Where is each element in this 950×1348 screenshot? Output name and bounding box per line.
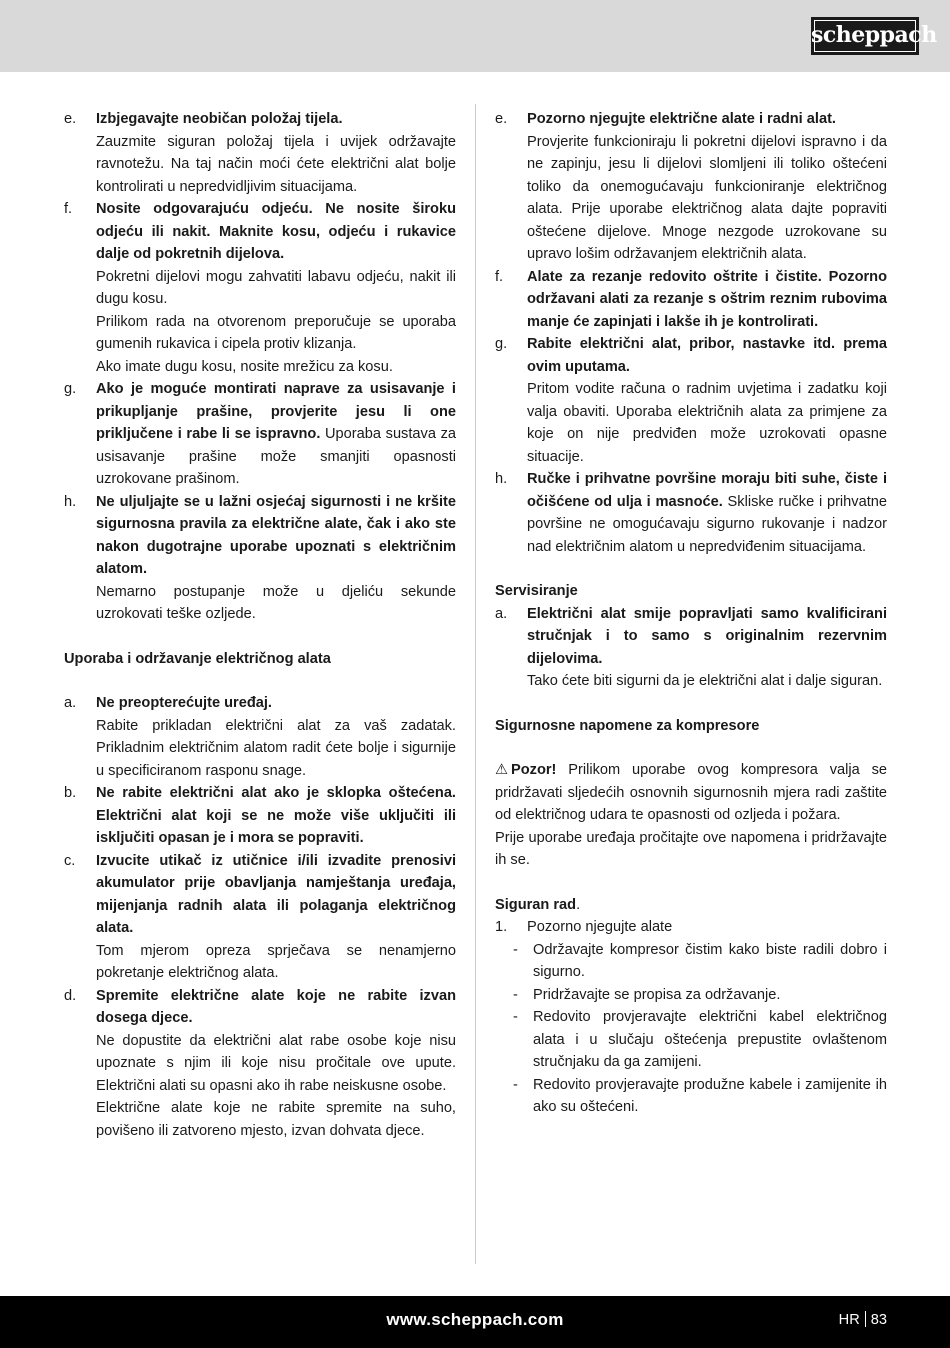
item-label: a.	[64, 695, 77, 711]
item-text: Tako ćete biti sigurni da je električni alat i dalje siguran.	[527, 673, 883, 689]
item-text: Prilikom rada na otvorenom preporučuje se uporaba gumenih rukavica i cipela protiv klizanja.	[96, 313, 456, 352]
item-title: Alate za rezanje redovito oštrite i čistite. Pozorno održavani alati za rezanje s oštrim reznim rubovima manje će zapinjati i lakše ih je kontrolirati.	[527, 268, 887, 330]
dash-text: Održavajte kompresor čistim kako biste radili dobro i sigurno.	[533, 941, 887, 980]
section-heading: Siguran rad	[495, 896, 577, 913]
item-label: a.	[495, 605, 508, 622]
item-body	[527, 266, 887, 334]
item-body	[96, 985, 456, 1143]
item-text: Pozorno njegujte alate	[527, 919, 673, 935]
item-title: Izbjegavajte neobičan položaj tijela.	[96, 111, 343, 127]
dash-item	[513, 1074, 887, 1119]
left-column	[64, 108, 456, 1142]
item-text: Ne dopustite da električni alat rabe osobe koje nisu upoznate s njim ili koje nisu pročitale ove upute. Električni alati su opasni ako ih rabe neiskusne osobe.	[96, 1032, 456, 1094]
read-notice: Prije uporabe uređaja pročitajte ove napomena i pridržavajte ih se.	[495, 829, 887, 868]
warning-text: Prilikom uporabe ovog kompresora valja se pridržavati sljedećih osnovnih sigurnosnih mjera radi zaštite od električnog udara te opasnosti od ozljeda i požara.	[495, 762, 887, 823]
dash-marker: -	[513, 941, 518, 958]
dash-item	[513, 939, 887, 984]
item-text: Tom mjerom opreza sprječava se nenamjerno pokretanje električnog alata.	[96, 942, 456, 981]
section-heading: Servisiranje	[495, 583, 578, 599]
warning-label: Pozor!	[511, 762, 557, 778]
item-title: Izvucite utikač iz utičnice i/ili izvadite prenosivi akumulator prije obavljanja namještanja uređaja, mijenjanja radnih alata ili polaganja električnog alata.	[96, 852, 456, 936]
list-item-f	[64, 198, 456, 378]
item-title: Ne uljuljajte se u lažni osjećaj sigurnosti i ne kršite sigurnosna pravila za električne alate, čak i ako ste nakon dugotrajne uporabe upoznati s električnim alatom.	[96, 493, 456, 577]
item-label: b.	[64, 785, 77, 801]
footer-url[interactable]: www.scheppach.com	[386, 1310, 564, 1329]
item-body	[527, 603, 887, 693]
item-text: Provjerite funkcioniraju li pokretni dijelovi ispravno i da ne zapinju, jesu li dijelovi slomljeni ili toliko oštećeni toliko da onemogućavaju funkcioniranje električnog alata. Prije uporabe električnog alata dajte popraviti oštećene dijelove. Mnoge nezgode uzrokovane su upravo lošim održavanjem električnih alata.	[527, 133, 887, 262]
dash-text: Redovito provjeravajte produžne kabele i zamijenite ih ako su oštećeni.	[533, 1076, 887, 1115]
list-item-g	[495, 333, 887, 468]
item-body	[96, 692, 456, 782]
page-number: 83	[870, 1312, 887, 1328]
header-bar	[0, 0, 950, 72]
dash-marker: -	[513, 1076, 518, 1093]
item-body	[96, 378, 456, 491]
item-text: Pokretni dijelovi mogu zahvatiti labavu odjeću, nakit ili dugu kosu.	[96, 268, 456, 307]
item-title: Rabite električni alat, pribor, nastavke itd. prema ovim uputama.	[527, 336, 887, 375]
column-divider	[475, 104, 476, 1264]
item-body	[527, 468, 887, 558]
logo-frame	[814, 20, 916, 52]
item-label: g.	[495, 336, 508, 352]
brand-logo	[811, 17, 937, 55]
numbered-item-1	[495, 916, 887, 939]
item-label: h.	[64, 493, 77, 510]
list-item-g	[64, 378, 456, 491]
list-item-f	[495, 266, 887, 334]
item-title: Ručke i prihvatne površine moraju biti suhe, čiste i očišćene od ulja i masnoće.	[527, 471, 887, 510]
page-indicator	[839, 1311, 887, 1328]
item-body	[96, 782, 456, 850]
item-title: Spremite električne alate koje ne rabite izvan dosega djece.	[96, 987, 456, 1026]
item-label: e.	[495, 111, 508, 127]
list-item-c	[64, 850, 456, 985]
item-body	[96, 198, 456, 378]
list-item-e	[64, 108, 456, 198]
dash-item	[513, 984, 887, 1007]
item-text: Nemarno postupanje može u djeliću sekunde uzrokovati teške ozljede.	[96, 583, 456, 622]
list-item-service-a	[495, 603, 887, 693]
item-label: e.	[64, 111, 77, 127]
item-text: Uporaba sustava za usisavanje prašine može smanjiti opasnosti uzrokovane prašinom.	[96, 426, 456, 487]
warning-paragraph	[495, 759, 887, 827]
spacer	[495, 872, 887, 894]
item-body	[527, 333, 887, 468]
section-heading: Sigurnosne napomene za kompresore	[495, 717, 760, 734]
item-label: f.	[495, 268, 504, 285]
safe-work-heading-line	[495, 894, 887, 917]
item-text: Pritom vodite računa o radnim uvjetima i zadatku koji valja obaviti. Uporaba električnih alata za primjene za koje on nije predviđen može uzrokovati opasne situacije.	[527, 381, 887, 465]
list-item-h	[495, 468, 887, 558]
item-text: Zauzmite siguran položaj tijela i uvijek održavajte ravnotežu. Na taj način moći ćete električni alat bolje kontrolirati u nepredvidljivim situacijama.	[96, 133, 456, 195]
item-body	[96, 108, 456, 198]
item-label: g.	[64, 381, 77, 397]
item-body	[96, 850, 456, 985]
footer-bar	[0, 1296, 950, 1348]
item-title: Nosite odgovarajuću odjeću. Ne nosite široku odjeću ili nakit. Maknite kosu, odjeću i rukavice dalje od pokretnih dijelova.	[96, 201, 456, 262]
page-separator	[865, 1311, 866, 1327]
item-text: Skliske ručke i prihvatne površine ne omogućavaju sigurno rukovanje i nadzor nad električnim alatom u nepredviđenim situacijama.	[527, 493, 887, 555]
dash-item	[513, 1006, 887, 1074]
dash-text: Pridržavajte se propisa za održavanje.	[533, 986, 781, 1003]
dash-text: Redovito provjeravajte električni kabel električnog alata i u slučaju oštećenja prepustite ovlaštenom stručnjaku da ga zamijeni.	[533, 1009, 887, 1070]
item-title: Pozorno njegujte električne alate i radni alat.	[527, 111, 836, 127]
dash-marker: -	[513, 1009, 518, 1025]
list-item-h	[64, 491, 456, 626]
section-heading: Uporaba i održavanje električnog alata	[64, 650, 331, 667]
item-title: Ako je moguće montirati naprave za usisavanje i prikupljanje prašine, provjerite jesu li one priključene i rabe li se ispravno.	[96, 381, 456, 442]
item-label: d.	[64, 987, 77, 1004]
dash-marker: -	[513, 986, 518, 1003]
list-item-e	[495, 108, 887, 266]
warning-triangle-icon: ⚠	[495, 762, 509, 778]
item-label: c.	[64, 852, 76, 869]
item-label: f.	[64, 201, 73, 217]
list-item-a	[64, 692, 456, 782]
heading-period: .	[576, 896, 581, 913]
brand-name: scheppach	[811, 22, 937, 48]
item-text: Ako imate dugu kosu, nosite mrežicu za kosu.	[96, 358, 393, 375]
item-title: Ne rabite električni alat ako je sklopka oštećena. Električni alat koji se ne može više uključiti ili isključiti opasan je i mora se popraviti.	[96, 785, 456, 846]
item-label: h.	[495, 471, 508, 487]
item-body	[527, 108, 887, 266]
item-title: Električni alat smije popravljati samo kvalificirani stručnjak i to samo s originalnim rezervnim dijelovima.	[527, 605, 887, 667]
language-code: HR	[838, 1312, 860, 1328]
item-body	[96, 491, 456, 626]
item-title: Ne preopterećujte uređaj.	[96, 695, 272, 711]
list-item-b	[64, 782, 456, 850]
item-text: Rabite prikladan električni alat za vaš zadatak. Prikladnim električnim alatom radit ćete bolje i sigurnije u specificiranom rasponu snage.	[96, 717, 456, 779]
item-text: Električne alate koje ne rabite spremite na suho, povišeno ili zatvoreno mjesto, izvan dohvata djece.	[96, 1100, 456, 1139]
list-item-d	[64, 985, 456, 1143]
right-column	[495, 108, 887, 1119]
item-label: 1.	[495, 919, 508, 935]
